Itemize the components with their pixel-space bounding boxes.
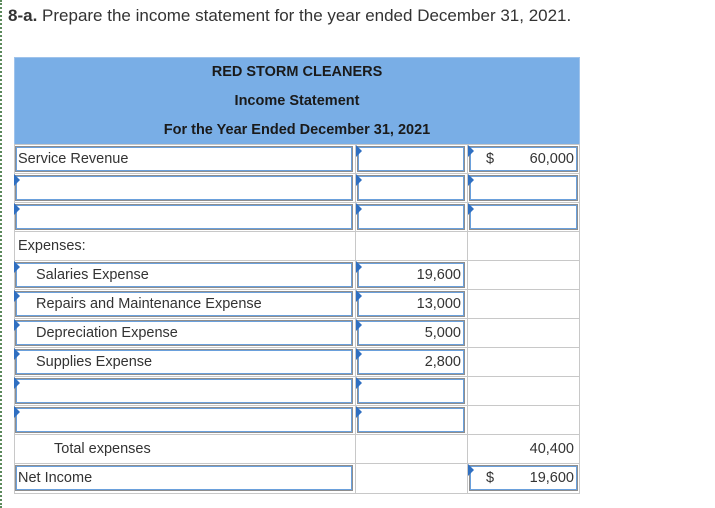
net-income-label: Net Income: [18, 470, 93, 486]
account-select[interactable]: [15, 407, 353, 433]
blank-col2-cell[interactable]: [355, 174, 467, 203]
total-expenses-label: Total expenses: [54, 441, 151, 457]
input-marker-icon: [14, 377, 20, 389]
total-expenses-col2-cell: [355, 435, 467, 464]
service-revenue-label-cell[interactable]: [14, 145, 355, 174]
statement-period: For the Year Ended December 31, 2021: [163, 122, 431, 138]
account-select[interactable]: [15, 175, 353, 201]
amount-input[interactable]: [357, 204, 465, 230]
repairs-label-cell[interactable]: [14, 290, 355, 319]
repairs-expense-label: Repairs and Maintenance Expense: [36, 296, 262, 312]
amount-input[interactable]: [357, 175, 465, 201]
left-dotted-rule: [0, 0, 2, 508]
company-name: RED STORM CLEANERS: [211, 64, 383, 80]
depreciation-col3-cell: [467, 319, 580, 348]
question-part: 8-a.: [8, 6, 38, 25]
input-marker-icon: [468, 174, 474, 186]
blank-label-cell[interactable]: [14, 174, 355, 203]
service-revenue-total-cell[interactable]: [467, 145, 580, 174]
input-marker-icon: [14, 319, 20, 331]
supplies-expense-label: Supplies Expense: [36, 354, 153, 370]
account-select[interactable]: [15, 204, 353, 230]
repairs-col3-cell: [467, 290, 580, 319]
net-income-col2-cell: [355, 464, 467, 493]
input-marker-icon: [356, 290, 362, 302]
service-revenue-label: Service Revenue: [18, 151, 129, 167]
depreciation-expense-amount: 5,000: [424, 325, 461, 341]
input-marker-icon: [14, 290, 20, 302]
salaries-expense-label: Salaries Expense: [36, 267, 149, 283]
row-total-expenses: [14, 434, 580, 463]
blank-label-cell[interactable]: [14, 406, 355, 435]
input-marker-icon: [356, 145, 362, 157]
blank-col3-cell: [467, 377, 580, 406]
amount-input[interactable]: [357, 378, 465, 404]
account-select[interactable]: [15, 378, 353, 404]
row-blank-4: [14, 405, 580, 434]
amount-input[interactable]: [469, 204, 578, 230]
input-marker-icon: [14, 174, 20, 186]
amount-input[interactable]: [469, 175, 578, 201]
question-prompt: Prepare the income statement for the year ended December 31, 2021.: [42, 6, 572, 25]
expenses-label-cell: [14, 232, 355, 261]
input-marker-icon: [14, 261, 20, 273]
input-marker-icon: [356, 406, 362, 418]
statement-title: Income Statement: [234, 93, 360, 109]
input-marker-icon: [356, 203, 362, 215]
row-blank-1: [14, 173, 580, 202]
blank-col3-cell: [467, 406, 580, 435]
currency-symbol: $: [486, 151, 495, 167]
amount-input[interactable]: [357, 407, 465, 433]
input-marker-icon: [356, 348, 362, 360]
statement-header: [14, 57, 580, 144]
salaries-amount-cell[interactable]: [355, 261, 467, 290]
blank-col2-cell[interactable]: [355, 406, 467, 435]
total-expenses-amount-cell: [467, 435, 580, 464]
depreciation-expense-label: Depreciation Expense: [36, 325, 178, 341]
net-income-label-cell[interactable]: [14, 464, 355, 493]
net-income-amount: 19,600: [529, 470, 574, 486]
row-blank-3: [14, 376, 580, 405]
input-marker-icon: [468, 145, 474, 157]
net-income-amount-cell[interactable]: [467, 464, 580, 493]
expenses-col3-cell: [467, 232, 580, 261]
service-revenue-col2-cell[interactable]: [355, 145, 467, 174]
supplies-label-cell[interactable]: [14, 348, 355, 377]
salaries-col3-cell: [467, 261, 580, 290]
row-salaries-expense: [14, 260, 580, 289]
repairs-expense-amount: 13,000: [416, 296, 461, 312]
input-marker-icon: [468, 203, 474, 215]
blank-col2-cell[interactable]: [355, 203, 467, 232]
repairs-amount-cell[interactable]: [355, 290, 467, 319]
blank-col3-cell[interactable]: [467, 203, 580, 232]
blank-label-cell[interactable]: [14, 203, 355, 232]
salaries-label-cell[interactable]: [14, 261, 355, 290]
depreciation-label-cell[interactable]: [14, 319, 355, 348]
input-marker-icon: [14, 203, 20, 215]
salaries-expense-amount: 19,600: [416, 267, 461, 283]
supplies-col3-cell: [467, 348, 580, 377]
service-revenue-amount: 60,000: [529, 151, 574, 167]
input-marker-icon: [14, 348, 20, 360]
row-net-income: [14, 463, 580, 494]
row-depreciation-expense: [14, 318, 580, 347]
input-marker-icon: [356, 174, 362, 186]
blank-col2-cell[interactable]: [355, 377, 467, 406]
depreciation-amount-cell[interactable]: [355, 319, 467, 348]
total-expenses-label-cell: [14, 435, 355, 464]
row-expenses-heading: [14, 231, 580, 260]
row-repairs-expense: [14, 289, 580, 318]
expenses-heading: Expenses:: [18, 238, 86, 254]
expenses-col2-cell: [355, 232, 467, 261]
input-marker-icon: [356, 377, 362, 389]
input-marker-icon: [14, 406, 20, 418]
row-blank-2: [14, 202, 580, 231]
supplies-expense-amount: 2,800: [424, 354, 461, 370]
input-marker-icon: [356, 261, 362, 273]
currency-symbol: $: [486, 470, 495, 486]
blank-col3-cell[interactable]: [467, 174, 580, 203]
input-marker-icon: [468, 464, 474, 476]
input-marker-icon: [356, 319, 362, 331]
row-service-revenue: [14, 144, 580, 173]
amount-input[interactable]: [357, 146, 465, 172]
total-expenses-amount: 40,400: [529, 441, 574, 457]
supplies-amount-cell[interactable]: [355, 348, 467, 377]
question-heading: [8, 6, 571, 26]
blank-label-cell[interactable]: [14, 377, 355, 406]
row-supplies-expense: [14, 347, 580, 376]
